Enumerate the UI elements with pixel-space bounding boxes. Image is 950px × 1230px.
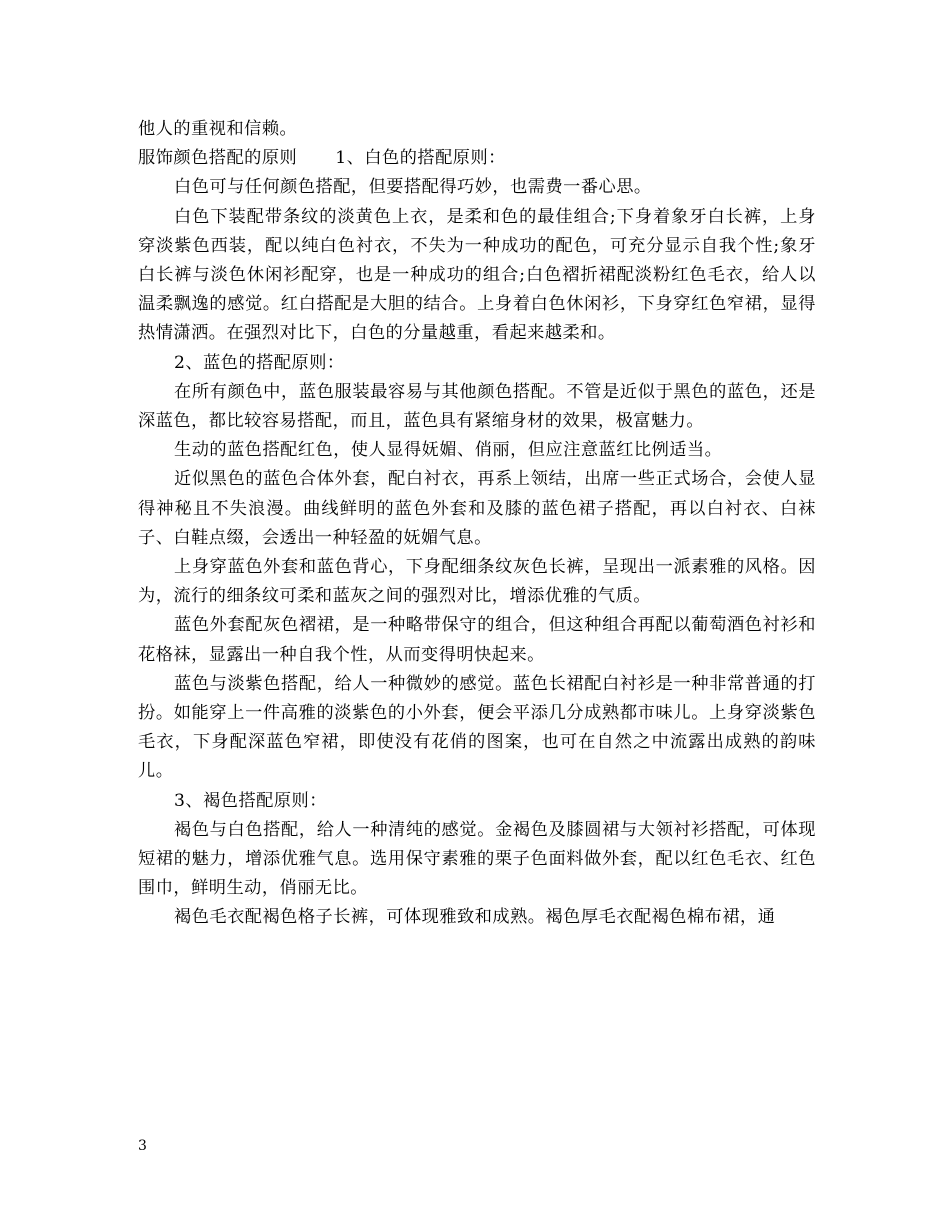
paragraph: 近似黑色的蓝色合体外套，配白衬衣，再系上领结，出席一些正式场合，会使人显得神秘且不失浪漫。曲线鲜明的蓝色外套和及膝的蓝色裙子搭配，再以白衬衣、白袜子、白鞋点缀，会透出一种轻盈的妩媚气息。 bbox=[138, 469, 816, 548]
section-heading-brown: 3、褐色搭配原则： bbox=[174, 790, 327, 811]
paragraph: 蓝色与淡紫色搭配，给人一种微妙的感觉。蓝色长裙配白衬衫是一种非常普通的打扮。如能穿上一件高雅的淡紫色的小外套，便会平添几分成熟都市味儿。上身穿淡紫色毛衣，下身配深蓝色窄裙，即使没有花俏的图案，也可在自然之中流露出成熟的韵味儿。 bbox=[138, 673, 816, 782]
section-heading-title: 服饰颜色搭配的原则 bbox=[138, 148, 298, 169]
section-heading-line bbox=[138, 144, 816, 173]
paragraph: 蓝色外套配灰色褶裙，是一种略带保守的组合，但这种组合再配以葡萄酒色衬衫和花格袜，显露出一种自我个性，从而变得明快起来。 bbox=[138, 615, 816, 665]
paragraph: 生动的蓝色搭配红色，使人显得妩媚、俏丽，但应注意蓝红比例适当。 bbox=[174, 440, 723, 461]
paragraph: 褐色与白色搭配，给人一种清纯的感觉。金褐色及膝圆裙与大领衬衫搭配，可体现短裙的魅力，增添优雅气息。选用保守素雅的栗子色面料做外套，配以红色毛衣、红色围巾，鲜明生动，俏丽无比。 bbox=[138, 819, 816, 899]
section-heading-blue: 2、蓝色的搭配原则： bbox=[174, 352, 345, 373]
paragraph: 上身穿蓝色外套和蓝色背心，下身配细条纹灰色长裤，呈现出一派素雅的风格。因为，流行的细条纹可柔和蓝灰之间的强烈对比，增添优雅的气质。 bbox=[138, 557, 816, 607]
continued-line: 他人的重视和信赖。 bbox=[138, 119, 298, 139]
paragraph: 褐色毛衣配褐色格子长裤，可体现雅致和成熟。褐色厚毛衣配褐色棉布裙，通 bbox=[174, 907, 776, 928]
page-number: 3 bbox=[138, 1138, 147, 1154]
section-heading-white: 1、白色的搭配原则： bbox=[335, 148, 506, 169]
paragraph: 在所有颜色中，蓝色服装最容易与其他颜色搭配。不管是近似于黑色的蓝色，还是深蓝色，都比较容易搭配，而且，蓝色具有紧缩身材的效果，极富魅力。 bbox=[138, 381, 816, 432]
paragraph: 白色下装配带条纹的淡黄色上衣，是柔和色的最佳组合;下身着象牙白长裤，上身穿淡紫色西装，配以纯白色衬衣，不失为一种成功的配色，可充分显示自我个性;象牙白长裤与淡色休闲衫配穿，也是一种成功的组合;白色褶折裙配淡粉红色毛衣，给人以温柔飘逸的感觉。红白搭配是大胆的结合。上身着白色休闲衫，下身穿红色窄裙，显得热情潇洒。在强烈对比下，白色的分量越重，看起来越柔和。 bbox=[138, 206, 816, 344]
paragraph: 白色可与任何颜色搭配，但要搭配得巧妙，也需费一番心思。 bbox=[174, 177, 652, 198]
document-body bbox=[138, 115, 816, 933]
